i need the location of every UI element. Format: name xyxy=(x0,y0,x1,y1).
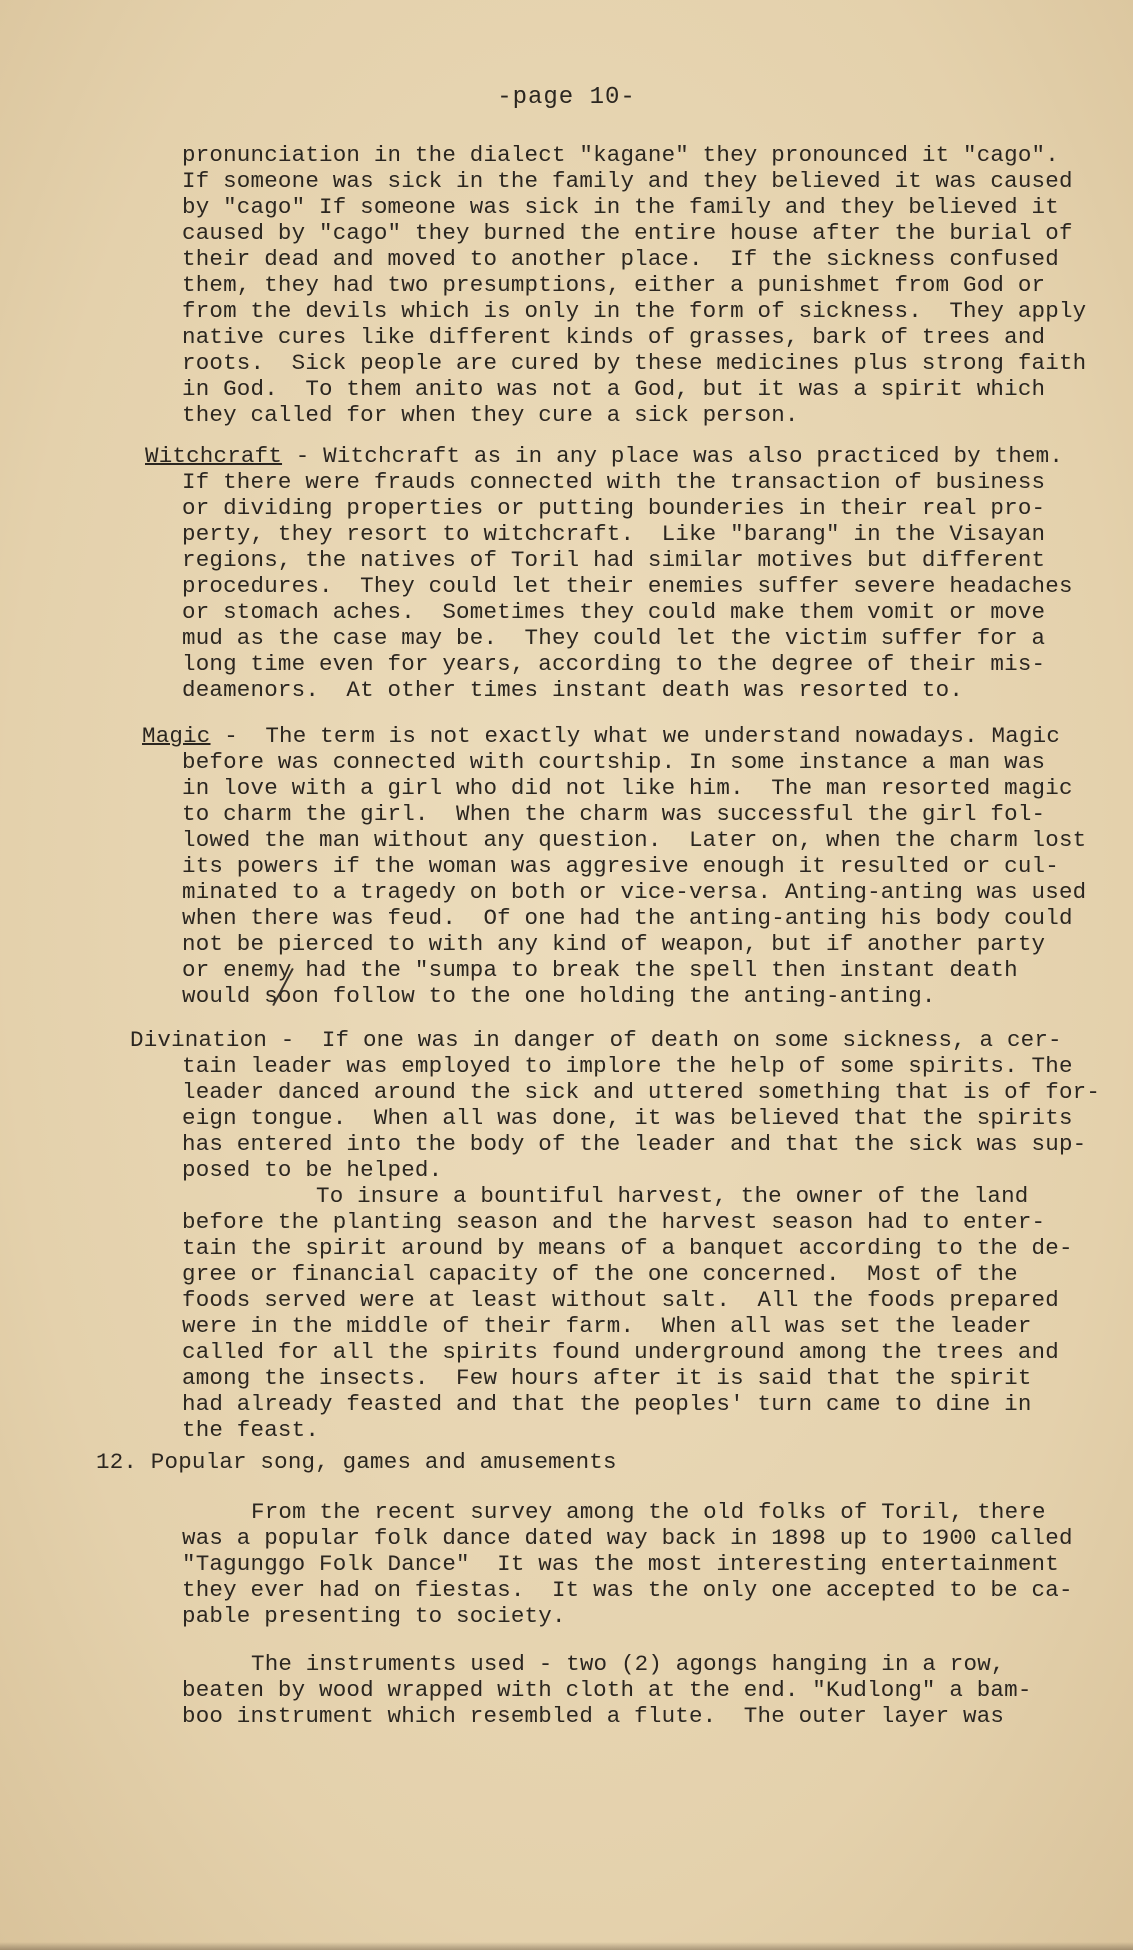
text-line: If someone was sick in the family and they believed it was caused xyxy=(182,168,1073,194)
section-title: 12. Popular song, games and amusements xyxy=(96,1449,617,1475)
text-line: their dead and moved to another place. If the sickness confused xyxy=(182,246,1059,272)
text-line: long time even for years, according to the degree of their mis- xyxy=(182,651,1046,677)
page-edge-shadow xyxy=(0,1942,1133,1950)
text-line: them, they had two presumptions, either a punishmet from God or xyxy=(182,272,1046,298)
text-line: or stomach aches. Sometimes they could make them vomit or move xyxy=(182,599,1046,625)
text-line: foods served were at least without salt. All the foods prepared xyxy=(182,1287,1059,1313)
text-line: roots. Sick people are cured by these medicines plus strong faith xyxy=(182,350,1087,376)
text-line: gree or financial capacity of the one concerned. Most of the xyxy=(182,1261,1018,1287)
text-line: boo instrument which resembled a flute. The outer layer was xyxy=(182,1703,1005,1729)
text-line: before the planting season and the harvest season had to enter- xyxy=(182,1209,1046,1235)
magic-heading: Magic xyxy=(142,723,211,749)
magic-first-line xyxy=(142,723,1060,749)
text-line: were in the middle of their farm. When all was set the leader xyxy=(182,1313,1032,1339)
text-line: before was connected with courtship. In some instance a man was xyxy=(182,749,1046,775)
text-line: tain the spirit around by means of a banquet according to the de- xyxy=(182,1235,1073,1261)
text-line: had already feasted and that the peoples' turn came to dine in xyxy=(182,1391,1032,1417)
witchcraft-first-text: - Witchcraft as in any place was also practiced by them. xyxy=(282,443,1064,469)
text-line: in love with a girl who did not like him. The man resorted magic xyxy=(182,775,1073,801)
text-line: minated to a tragedy on both or vice-versa. Anting-anting was used xyxy=(182,879,1087,905)
text-line: when there was feud. Of one had the anting-anting his body could xyxy=(182,905,1073,931)
text-line: leader danced around the sick and uttered something that is of for- xyxy=(182,1079,1101,1105)
text-line: in God. To them anito was not a God, but it was a spirit which xyxy=(182,376,1046,402)
text-line: has entered into the body of the leader and that the sick was sup- xyxy=(182,1131,1087,1157)
text-line: deamenors. At other times instant death was resorted to. xyxy=(182,677,964,703)
divination-first-text: - If one was in danger of death on some sickness, a cer- xyxy=(267,1027,1062,1053)
witchcraft-heading: Witchcraft xyxy=(145,443,283,469)
witchcraft-first-line xyxy=(145,443,1063,469)
text-line: perty, they resort to witchcraft. Like "barang" in the Visayan xyxy=(182,521,1046,547)
text-line: the feast. xyxy=(182,1417,320,1443)
text-line: regions, the natives of Toril had similar motives but different xyxy=(182,547,1046,573)
text-line: pable presenting to society. xyxy=(182,1603,566,1629)
text-line: tain leader was employed to implore the help of some spirits. The xyxy=(182,1053,1073,1079)
magic-first-text: - The term is not exactly what we understand nowadays. Magic xyxy=(210,723,1061,749)
text-line: eign tongue. When all was done, it was believed that the spirits xyxy=(182,1105,1073,1131)
text-line: If there were frauds connected with the transaction of business xyxy=(182,469,1046,495)
text-line: they called for when they cure a sick person. xyxy=(182,402,799,428)
text-line: From the recent survey among the old folks of Toril, there xyxy=(251,1499,1046,1525)
text-line: was a popular folk dance dated way back in 1898 up to 1900 called xyxy=(182,1525,1073,1551)
text-line: posed to be helped. xyxy=(182,1157,443,1183)
text-line: would soon follow to the one holding the anting-anting. xyxy=(182,983,936,1009)
page-number: -page 10- xyxy=(497,84,636,111)
text-line: lowed the man without any question. Later on, when the charm lost xyxy=(182,827,1087,853)
text-line: native cures like different kinds of grasses, bark of trees and xyxy=(182,324,1046,350)
text-line: by "cago" If someone was sick in the family and they believed it xyxy=(182,194,1059,220)
text-line: To insure a bountiful harvest, the owner of the land xyxy=(316,1183,1029,1209)
text-line: mud as the case may be. They could let the victim suffer for a xyxy=(182,625,1046,651)
text-line: "Tagunggo Folk Dance" It was the most interesting entertainment xyxy=(182,1551,1059,1577)
text-line: to charm the girl. When the charm was successful the girl fol- xyxy=(182,801,1046,827)
text-line: caused by "cago" they burned the entire house after the burial of xyxy=(182,220,1073,246)
text-line: beaten by wood wrapped with cloth at the end. "Kudlong" a bam- xyxy=(182,1677,1032,1703)
divination-heading: Divination xyxy=(130,1027,268,1053)
text-line: its powers if the woman was aggresive enough it resulted or cul- xyxy=(182,853,1059,879)
text-line: among the insects. Few hours after it is said that the spirit xyxy=(182,1365,1032,1391)
text-line: or enemy had the "sumpa to break the spell then instant death xyxy=(182,957,1018,983)
text-line: they ever had on fiestas. It was the only one accepted to be ca- xyxy=(182,1577,1073,1603)
text-line: called for all the spirits found underground among the trees and xyxy=(182,1339,1059,1365)
text-line: from the devils which is only in the form of sickness. They apply xyxy=(182,298,1087,324)
text-line: pronunciation in the dialect "kagane" they pronounced it "cago". xyxy=(182,142,1059,168)
text-line: The instruments used - two (2) agongs hanging in a row, xyxy=(251,1651,1005,1677)
text-line: procedures. They could let their enemies suffer severe headaches xyxy=(182,573,1073,599)
text-line: or dividing properties or putting bounderies in their real pro- xyxy=(182,495,1046,521)
divination-first-line xyxy=(130,1027,1062,1053)
text-line: not be pierced to with any kind of weapon, but if another party xyxy=(182,931,1046,957)
